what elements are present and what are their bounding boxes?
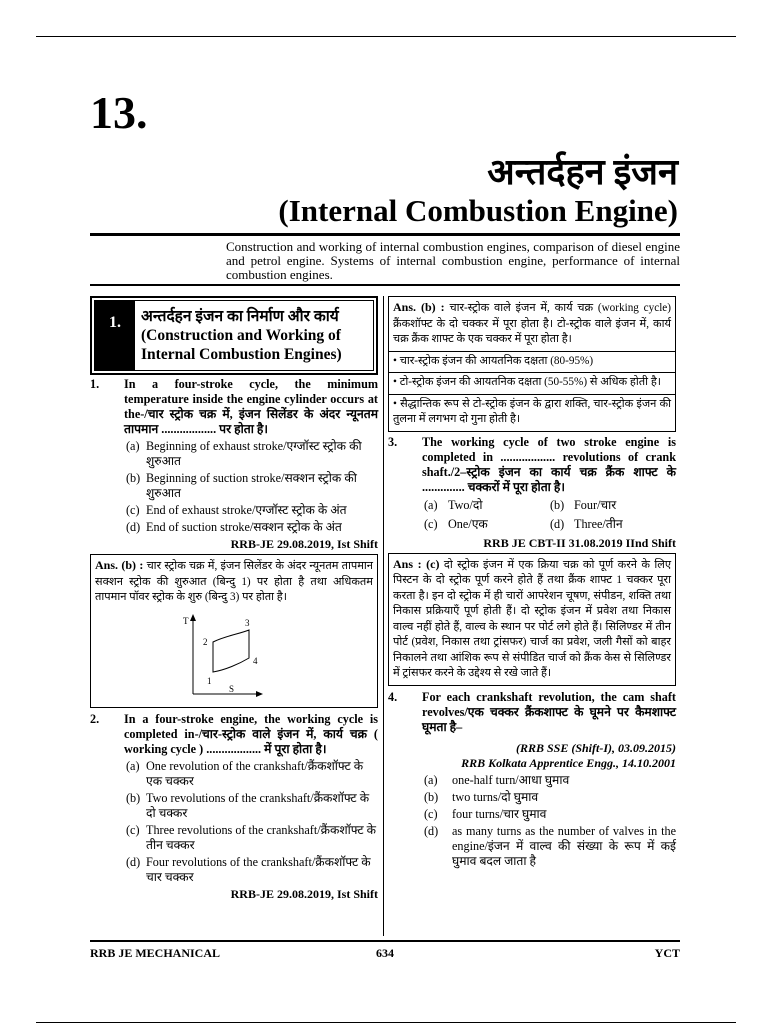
answer-label: Ans. (b) : <box>393 300 445 314</box>
footer-rule <box>90 940 680 942</box>
question-number: 1. <box>90 377 100 391</box>
options-grid <box>424 498 676 532</box>
exam-reference: (RRB SSE (Shift-I), 03.09.2015) <box>515 740 676 755</box>
option: (c) Three revolutions of the crankshaft/क्रैंकशॉफ्ट के तीन चक्कर <box>126 822 377 852</box>
point-3: 3 <box>245 617 250 628</box>
chapter-title-hindi: अन्तर्दहन इंजन <box>487 152 678 192</box>
page-number: 634 <box>376 946 394 960</box>
answer-bullet: • सैद्धान्तिक रूप से टो-स्ट्रोक इंजन के द्वारा शक्ति, चार-स्ट्रोक इंजन की तुलना में लगभग दो गुना होती है। <box>389 394 675 428</box>
chapter-number: 13. <box>90 87 148 138</box>
question-number: 3. <box>388 434 398 449</box>
answer-label: Ans : (c) <box>393 556 440 571</box>
answer-bullet: • टो-स्ट्रोक इंजन की आयतनिक दक्षता (50-55%) से अधिक होती है। <box>389 372 675 391</box>
ts-diagram <box>179 612 279 702</box>
answer-box-1 <box>90 554 378 708</box>
question-3 <box>388 435 676 495</box>
exam-reference: RRB Kolkata Apprentice Engg., 14.10.2001 <box>461 755 676 770</box>
top-rule <box>36 36 736 37</box>
bottom-rule <box>36 1022 736 1023</box>
point-2: 2 <box>203 636 208 647</box>
exam-reference: RRB-JE 29.08.2019, Ist Shift <box>230 886 378 901</box>
column-divider <box>383 296 384 936</box>
option: (a) Two/दो <box>424 497 483 512</box>
syllabus-rule <box>90 284 680 286</box>
x-axis-label: S <box>229 683 235 694</box>
question-4 <box>388 690 676 735</box>
option: (c) One/एक <box>424 516 488 531</box>
option: (b) Beginning of suction stroke/सक्शन स्ट्रोक की शुरुआत <box>126 471 357 500</box>
question-text: For each crankshaft revolution, the cam shaft revolves/एक चक्कर क्रैंकशाफ्ट के घूमने पर कैमशाफ्ट घूमता है– <box>422 689 676 734</box>
point-4: 4 <box>253 655 258 666</box>
option: (d) Four revolutions of the crankshaft/क्रैंकशॉफ्ट के चार चक्कर <box>126 854 371 884</box>
section-heading-box <box>90 296 378 375</box>
title-rule <box>90 233 680 236</box>
y-axis-label: T <box>183 615 189 626</box>
question-text: In a four-stroke engine, the working cycle is completed in-/चार-स्ट्रोक वाले इंजन में, कार्य चक्र ( working cycle ) .................. में पूरा होता है। <box>124 711 378 756</box>
section-title-english: (Construction and Working of Internal Combustion Engines) <box>141 327 342 363</box>
question-text: In a four-stroke cycle, the minimum temperature inside the engine cylinder occurs at the-/चार स्ट्रोक चक्र में, इंजन सिलेंडर के अंदर न्यूनतम तापमान .................. पर होता है। <box>124 377 378 436</box>
question-text: The working cycle of two stroke engine is completed in .................. revolutions of crank shaft./2–स्ट्रोक इंजन का कार्य चक्र क्रैंक शाफ्ट के .............. चक्करों में पूरा होता है। <box>422 434 676 494</box>
exam-reference: RRB-JE 29.08.2019, Ist Shift <box>230 537 378 551</box>
option: (a) one-half turn/आधा घुमाव <box>424 772 570 787</box>
question-number: 2. <box>90 711 100 726</box>
answer-text: चार-स्ट्रोक वाले इंजन में, कार्य चक्र (working cycle) क्रैंकशॉफ्ट के दो चक्कर में पूरा होता है। टो-स्ट्रोक वाले इंजन में, कार्य चक्र क्रैंक शाफ्ट के एक चक्कर में पूरा होता है। <box>393 302 672 345</box>
option: (b) Two revolutions of the crankshaft/क्रैंकशॉफ्ट के दो चक्कर <box>126 790 370 820</box>
chapter-title-english: (Internal Combustion Engine) <box>278 193 678 228</box>
question-2 <box>90 712 378 757</box>
section-title-hindi: अन्तर्दहन इंजन का निर्माण और कार्य <box>141 308 339 325</box>
option: (d) End of suction stroke/सक्शन स्ट्रोक के अंत <box>126 520 342 534</box>
option: (d) as many turns as the number of valves in the engine/इंजन में वाल्व की संख्या के रूप में कई घुमाव बदल जाता है <box>424 823 676 868</box>
option: (b) two turns/दो घुमाव <box>424 789 539 804</box>
question-number: 4. <box>388 689 398 704</box>
question-1 <box>90 377 378 437</box>
point-1: 1 <box>207 675 212 686</box>
syllabus-text: Construction and working of internal combustion engines, comparison of diesel engine and petrol engine. Systems of internal combustion engine, performance of internal combustion engines. <box>226 239 680 282</box>
left-column <box>90 296 378 902</box>
right-column <box>388 296 676 869</box>
answer-box-2 <box>388 296 676 432</box>
option: (d) Three/तीन <box>550 516 623 531</box>
option: (b) Four/चार <box>550 497 617 512</box>
answer-label: Ans. (b) : <box>95 558 144 572</box>
exam-reference: RRB JE CBT-II 31.08.2019 IInd Shift <box>483 535 676 550</box>
option: (c) End of exhaust stroke/एग्जॉस्ट स्ट्रोक के अंत <box>126 503 347 517</box>
option: (c) four turns/चार घुमाव <box>424 806 547 821</box>
option: (a) Beginning of exhaust stroke/एग्जॉस्ट स्ट्रोक की शुरुआत <box>126 439 362 468</box>
option: (a) One revolution of the crankshaft/क्रैंकशॉफ्ट के एक चक्कर <box>126 758 364 788</box>
answer-box-3 <box>388 553 676 686</box>
footer-publisher: YCT <box>654 946 680 960</box>
section-number: 1. <box>95 301 135 370</box>
footer-book-title: RRB JE MECHANICAL <box>90 946 221 960</box>
answer-text: चार स्ट्रोक चक्र में, इंजन सिलेंडर के अंदर न्यूनतम तापमान सक्शन स्ट्रोक की शुरुआत (बिन्दु 1) पर होता है तथा अधिकतम तापमान पॉवर स्ट्रोक के शुरु (बिन्दु 3) पर होता है। <box>95 560 374 603</box>
answer-text: दो स्ट्रोक इंजन में एक क्रिया चक्र को पूर्ण करने के लिए पिस्टन के दो स्ट्रोक पूर्ण करने होते हैं तथा क्रैंक शाफ्ट 1 चक्कर पूरा करता है। इन दो स्ट्रोक में ही चारों आपरेशन चूषण, संपीडन, शक्ति तथा निकास प्रक्रियाएँ पूर्ण होती हैं। दो स्ट्रोक इंजन में प्रवेश तथा निकास वाल्व नहीं होते हैं, वाल्व के स्थान पर पोर्ट लगे होते हैं। सिलिण्डर में तीन पोर्ट (प्रवेश, निकास तथा ट्रांसफर) चार्ज का प्रवेश, जली गैसों को बाहर निकालने तथा आंशिक रूप से संपीडित चार्ज को क्रैंक केस से सिलिण्डर में ट्रांसफर करने के उद्देश्य से रखे जाते हैं। <box>393 558 672 679</box>
answer-bullet: • चार-स्ट्रोक इंजन की आयतनिक दक्षता (80-95%) <box>389 351 675 370</box>
